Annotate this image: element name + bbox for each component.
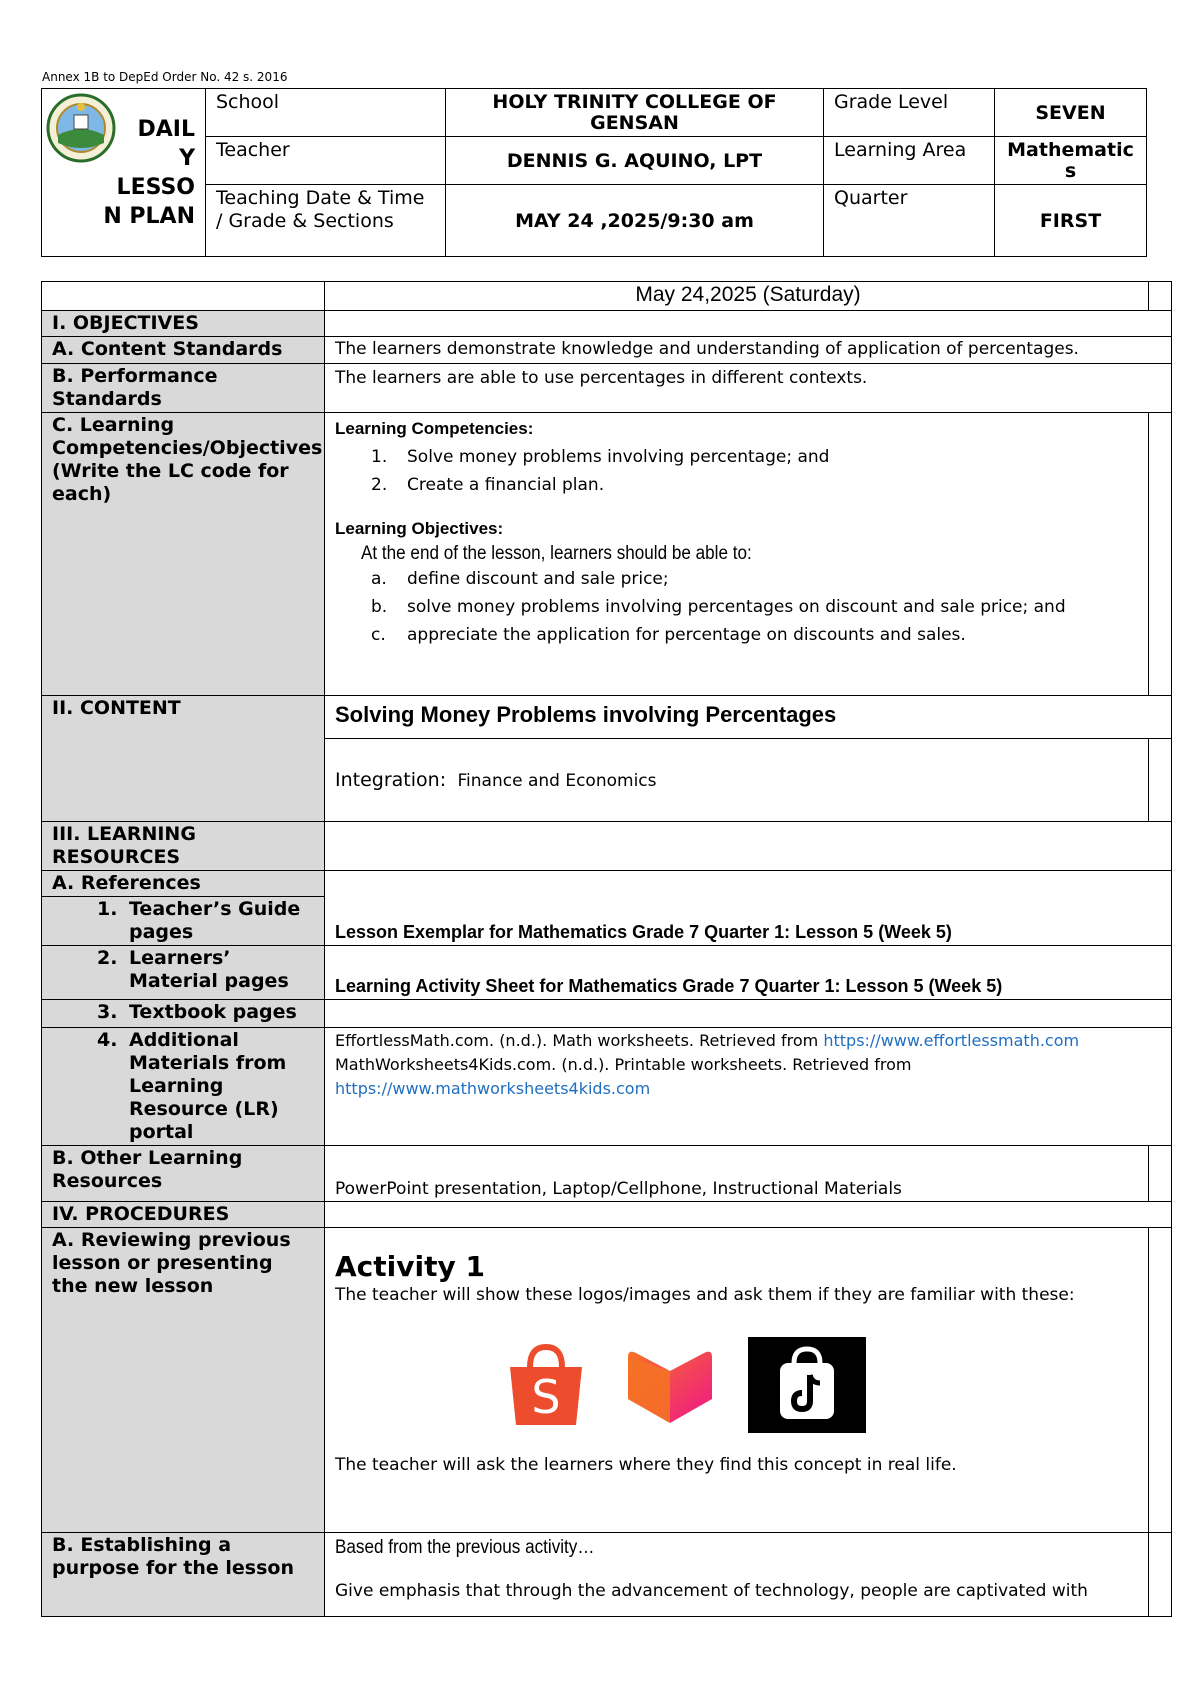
school-value: HOLY TRINITY COLLEGE OF GENSAN <box>446 89 824 137</box>
resources-heading: III. LEARNING RESOURCES <box>42 822 325 871</box>
textbook-value <box>325 1000 1172 1028</box>
content-label: II. CONTENT <box>42 696 325 822</box>
objectives-title: Learning Objectives: <box>335 519 504 538</box>
competency-item: 2. Create a financial plan. <box>371 475 605 495</box>
quarter-label: Quarter <box>824 185 995 257</box>
mathworksheets4kids-link[interactable]: https://www.mathworksheets4kids.com <box>335 1079 651 1098</box>
objectives-heading: I. OBJECTIVES <box>42 311 325 337</box>
teaching-date-value: MAY 24 ,2025/9:30 am <box>446 185 824 257</box>
dlp-title: DAIL Y LESSO N PLAN <box>103 117 195 229</box>
purpose-cell <box>325 1533 1172 1617</box>
effortlessmath-link[interactable]: https://www.effortlessmath.com <box>823 1031 1080 1050</box>
additional-materials-value: EffortlessMath.com. (n.d.). Math worksheets. Retrieved from https://www.effortlessmath.com MathWorksheets4Kids.com. (n.d.). Printable worksheets. Retrieved from https://www.mathworksheets4kids.com <box>325 1028 1172 1146</box>
header-table <box>41 88 1147 257</box>
review-cell <box>325 1228 1172 1533</box>
resources-empty <box>325 822 1172 871</box>
competencies-cell <box>325 413 1172 696</box>
purpose-label: B. Establishing a purpose for the lesson <box>42 1533 325 1617</box>
other-resources-label: B. Other Learning Resources <box>42 1146 325 1202</box>
purpose-text-2: Give emphasis that through the advancement of technology, people are captivated with <box>335 1581 1088 1601</box>
references-label: A. References <box>42 871 325 897</box>
logo-cell <box>42 89 206 257</box>
date-heading: May 24,2025 (Saturday) <box>325 282 1172 311</box>
teacher-label: Teacher <box>206 137 446 185</box>
integration-label: Integration: <box>335 769 447 791</box>
textbook-label: 3. Textbook pages <box>42 1000 325 1028</box>
grade-level-label: Grade Level <box>824 89 995 137</box>
objectives-empty <box>325 311 1172 337</box>
svg-text:S: S <box>531 1370 561 1424</box>
learning-area-label: Learning Area <box>824 137 995 185</box>
learners-material-value: Learning Activity Sheet for Mathematics Grade 7 Quarter 1: Lesson 5 (Week 5) <box>325 946 1172 1000</box>
teachers-guide-value: Lesson Exemplar for Mathematics Grade 7 Quarter 1: Lesson 5 (Week 5) <box>325 871 1172 946</box>
purpose-text-1: Based from the previous activity… <box>335 1537 595 1558</box>
grade-level-value: SEVEN <box>995 89 1147 137</box>
performance-label: B. Performance Standards <box>42 364 325 413</box>
integration-value: Finance and Economics <box>457 771 657 791</box>
annex-note: Annex 1B to DepEd Order No. 42 s. 2016 <box>42 70 288 84</box>
lazada-logo-icon <box>620 1339 720 1431</box>
content-standards-label: A. Content Standards <box>42 337 325 364</box>
learning-area-value: Mathematics <box>995 137 1147 185</box>
objective-item: a. define discount and sale price; <box>371 569 669 589</box>
learners-material-label: 2. Learners’ Material pages <box>42 946 325 1000</box>
school-label: School <box>206 89 446 137</box>
review-label: A. Reviewing previous lesson or presenting the new lesson <box>42 1228 325 1533</box>
tiktok-shop-logo-icon <box>748 1337 866 1433</box>
teachers-guide-label: 1. Teacher’s Guide pages <box>42 897 325 946</box>
teacher-value: DENNIS G. AQUINO, LPT <box>446 137 824 185</box>
teaching-date-label: Teaching Date & Time / Grade & Sections <box>206 185 446 257</box>
activity-followup: The teacher will ask the learners where they find this concept in real life. <box>335 1455 957 1475</box>
logos-row <box>500 1337 1161 1433</box>
date-row-left <box>42 282 325 311</box>
competencies-title: Learning Competencies: <box>335 419 534 438</box>
quarter-value: FIRST <box>995 185 1147 257</box>
objective-item: c. appreciate the application for percentage on discounts and sales. <box>371 625 966 645</box>
content-standards-text: The learners demonstrate knowledge and understanding of application of percentages. <box>325 337 1172 364</box>
integration-cell <box>325 739 1172 822</box>
other-resources-value: PowerPoint presentation, Laptop/Cellphone, Instructional Materials <box>325 1146 1172 1202</box>
objectives-intro: At the end of the lesson, learners should be able to: <box>361 543 752 564</box>
shopee-logo-icon <box>500 1339 592 1431</box>
content-title: Solving Money Problems involving Percentages <box>325 696 1172 739</box>
activity-text: The teacher will show these logos/images and ask them if they are familiar with these: <box>335 1285 1075 1305</box>
additional-materials-label: 4. Additional Materials from Learning Resource (LR) portal <box>42 1028 325 1146</box>
procedures-heading: IV. PROCEDURES <box>42 1202 325 1228</box>
activity-title: Activity 1 <box>335 1250 485 1283</box>
competencies-label: C. Learning Competencies/Objectives (Write the LC code for each) <box>42 413 325 696</box>
procedures-empty <box>325 1202 1172 1228</box>
performance-text: The learners are able to use percentages in different contexts. <box>325 364 1172 413</box>
competency-item: 1. Solve money problems involving percentage; and <box>371 447 830 467</box>
lesson-table <box>41 281 1172 1617</box>
objective-item: b. solve money problems involving percentages on discount and sale price; and <box>371 597 1066 617</box>
